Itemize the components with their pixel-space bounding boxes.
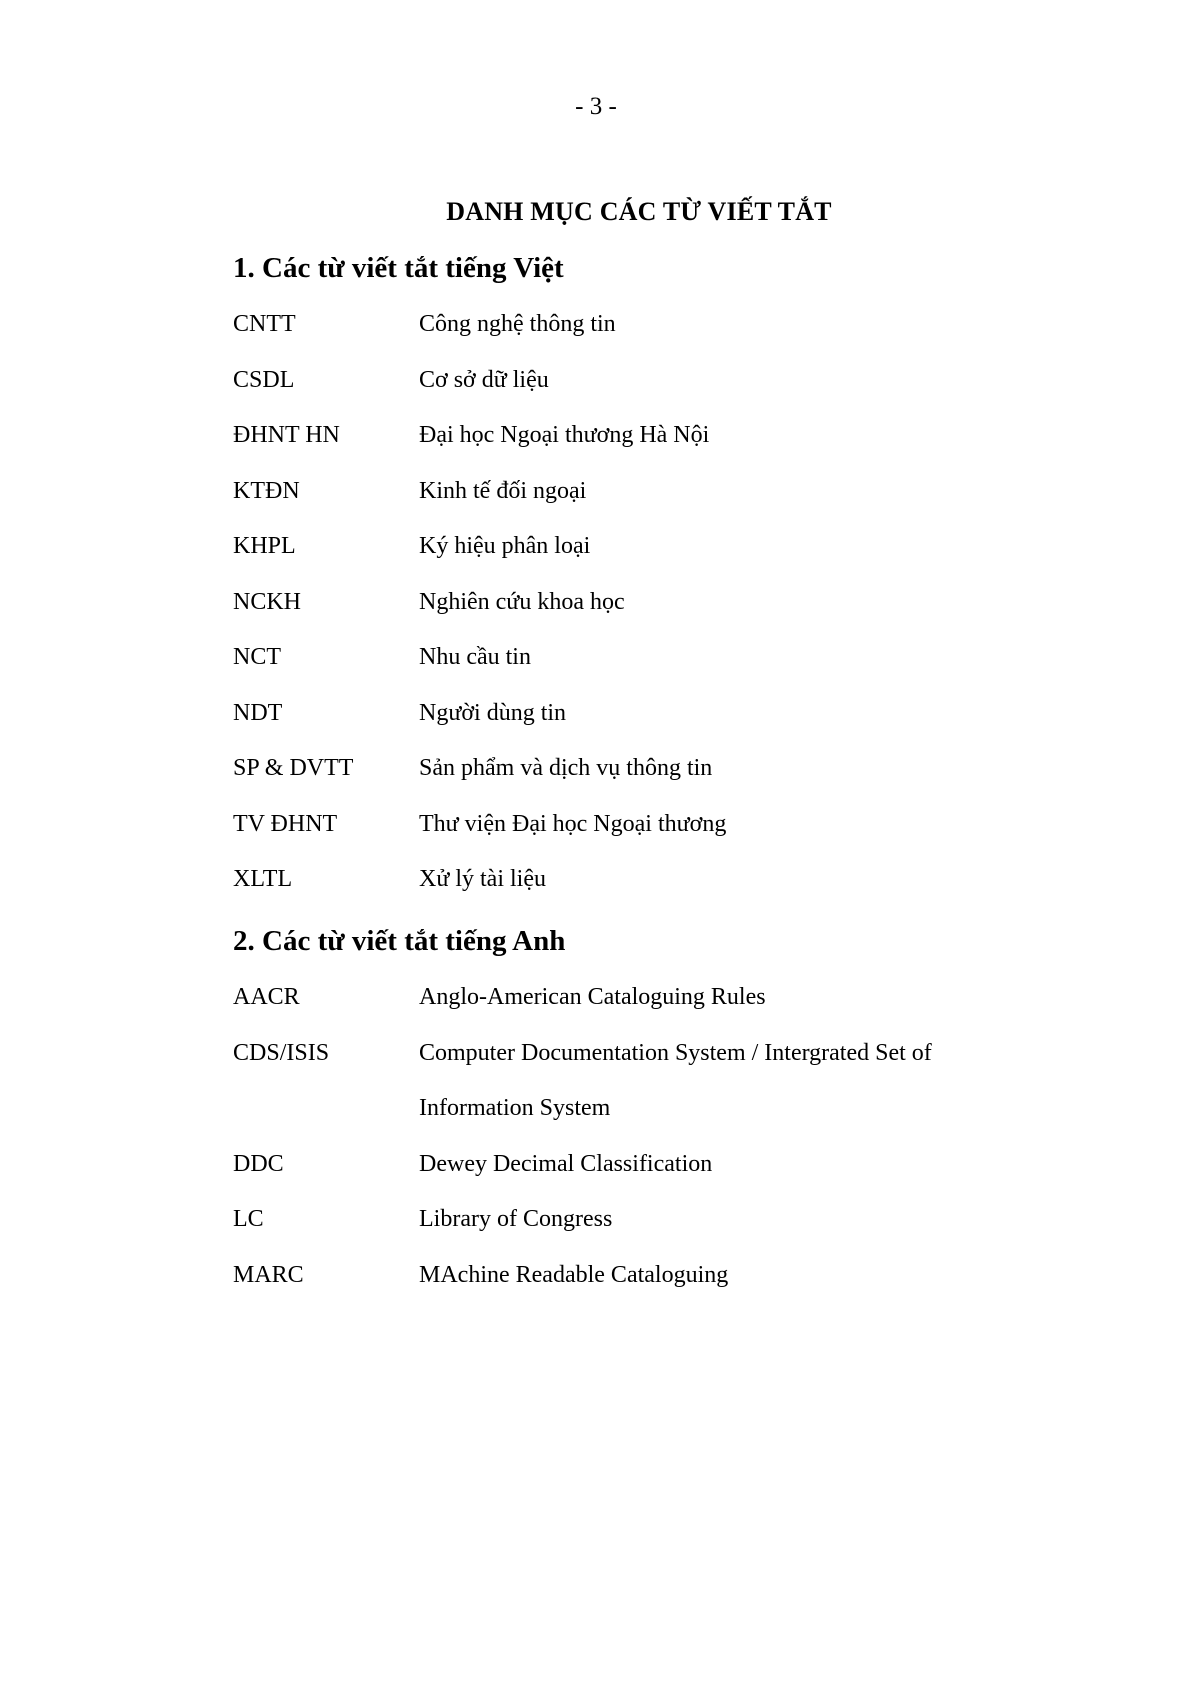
abbreviation-row — [233, 741, 1013, 797]
abbreviation-list — [233, 297, 1013, 908]
abbreviation-meaning: Cơ sở dữ liệu — [419, 366, 549, 393]
abbreviation-term: KTĐN — [233, 477, 300, 504]
abbreviation-row — [233, 1137, 1013, 1193]
abbreviation-term: LC — [233, 1206, 264, 1232]
abbreviation-row — [233, 686, 1013, 742]
abbreviation-row — [233, 1248, 1013, 1304]
abbreviation-row — [233, 353, 1013, 409]
abbreviation-row — [233, 519, 1013, 575]
abbreviation-row — [233, 408, 1013, 464]
abbreviation-meaning: Đại học Ngoại thương Hà Nội — [419, 422, 710, 448]
abbreviation-meaning: MAchine Readable Cataloguing — [419, 1261, 729, 1288]
abbreviation-term: ĐHNT HN — [233, 422, 340, 448]
abbreviation-meaning: Dewey Decimal Classification — [419, 1150, 713, 1177]
abbreviation-term: XLTL — [233, 866, 293, 892]
abbreviation-row — [233, 970, 1013, 1026]
abbreviation-list — [233, 970, 1013, 1303]
abbreviation-meaning: Công nghệ thông tin — [419, 311, 616, 337]
abbreviation-row — [233, 464, 1013, 520]
abbreviation-term: CNTT — [233, 311, 296, 337]
abbreviation-meaning: Library of Congress — [419, 1206, 613, 1232]
abbreviation-meaning: Sản phẩm và dịch vụ thông tin — [419, 755, 713, 781]
abbreviation-meaning: Nhu cầu tin — [419, 644, 531, 670]
abbreviation-meaning: Ký hiệu phân loại — [419, 533, 591, 559]
abbreviation-meaning: Kinh tế đối ngoại — [419, 477, 587, 504]
abbreviation-meaning: Xử lý tài liệu — [419, 866, 546, 892]
abbreviation-term: TV ĐHNT — [233, 810, 338, 837]
section-vietnamese-abbreviations — [233, 250, 1013, 908]
section-heading: 1. Các từ viết tắt tiếng Việt — [233, 252, 564, 284]
section-heading: 2. Các từ viết tắt tiếng Anh — [233, 925, 566, 957]
abbreviation-row — [233, 852, 1013, 908]
page-title: DANH MỤC CÁC TỪ VIẾT TẮT — [446, 197, 832, 226]
section-english-abbreviations — [233, 923, 1013, 1303]
abbreviation-term: KHPL — [233, 533, 296, 559]
abbreviation-term: NCKH — [233, 588, 302, 615]
abbreviation-term: CDS/ISIS — [233, 1039, 330, 1066]
abbreviation-term: AACR — [233, 984, 300, 1010]
abbreviation-meaning: Thư viện Đại học Ngoại thương — [419, 810, 727, 837]
abbreviation-row — [233, 1026, 1013, 1137]
abbreviation-term: CSDL — [233, 366, 295, 393]
abbreviation-term: NCT — [233, 644, 281, 670]
abbreviation-row — [233, 797, 1013, 853]
abbreviation-term: MARC — [233, 1261, 304, 1288]
abbreviation-row — [233, 630, 1013, 686]
page-number: - 3 - — [575, 93, 617, 120]
abbreviation-row — [233, 1192, 1013, 1248]
abbreviation-row — [233, 297, 1013, 353]
abbreviation-row — [233, 575, 1013, 631]
abbreviation-term: SP & DVTT — [233, 755, 354, 781]
abbreviation-meaning: Computer Documentation System / Intergrated Set of Information System — [419, 1039, 932, 1121]
abbreviation-meaning: Anglo-American Cataloguing Rules — [419, 984, 766, 1010]
abbreviation-meaning: Người dùng tin — [419, 699, 567, 726]
abbreviation-term: DDC — [233, 1150, 284, 1177]
abbreviation-meaning: Nghiên cứu khoa học — [419, 588, 625, 615]
abbreviation-term: NDT — [233, 699, 283, 726]
